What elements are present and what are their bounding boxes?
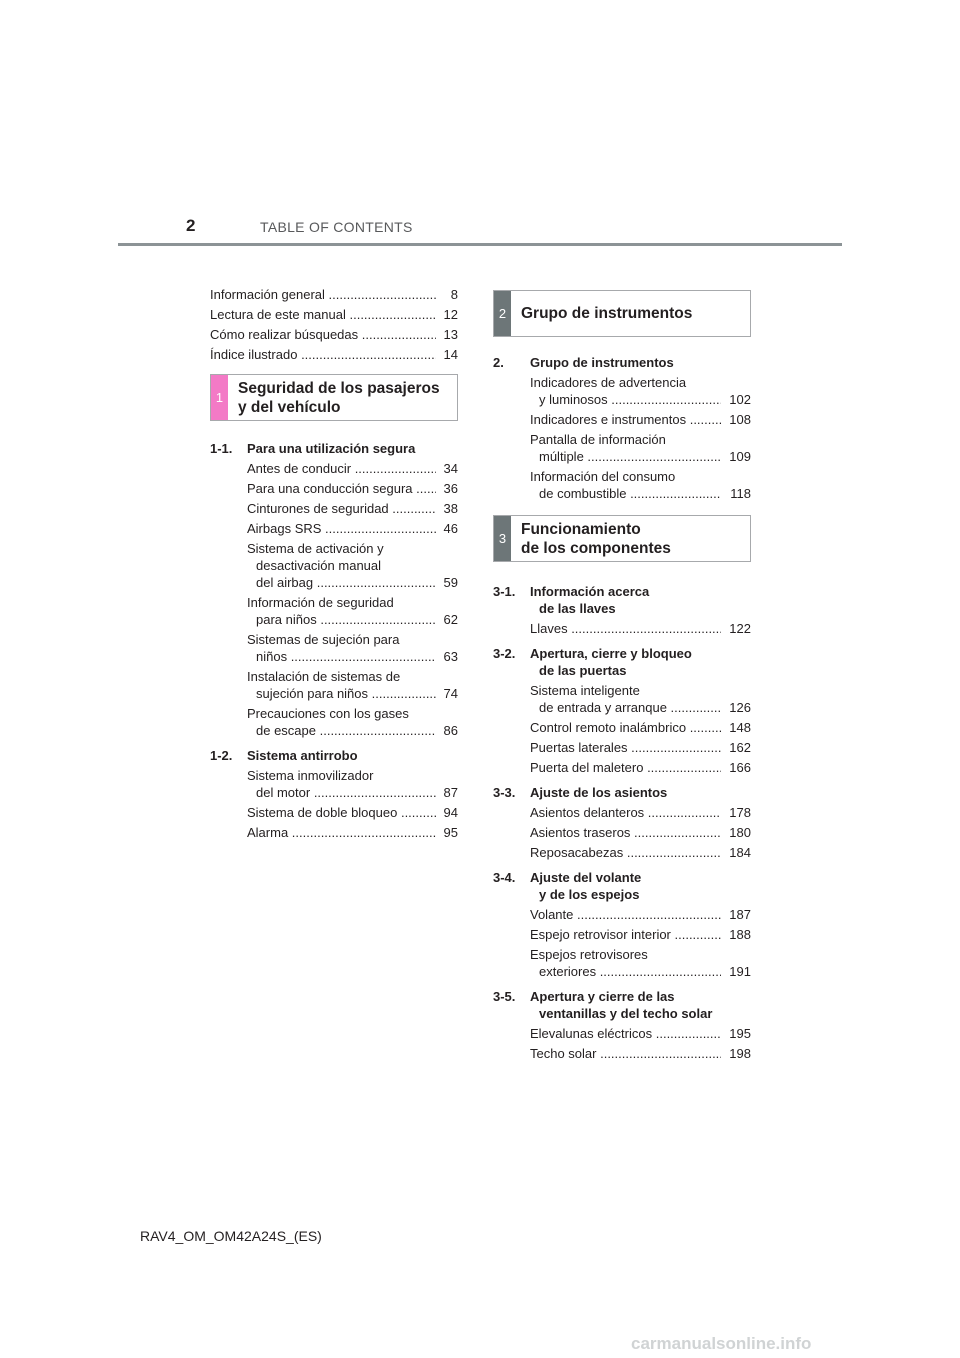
toc-entry[interactable]: Sistemas de sujeción para niños ..... 63 — [210, 631, 458, 665]
page-number: 2 — [186, 216, 196, 235]
section-heading: 1-2. Sistema antirrobo — [210, 748, 358, 763]
chapter-1-box[interactable] — [210, 374, 458, 421]
section-heading: 3-3. Ajuste de los asientos — [493, 785, 668, 800]
section-heading: 3-2. Apertura, cierre y bloqueo de las puertas — [493, 646, 692, 678]
section-heading: 1-1. Para una utilización segura — [210, 441, 416, 456]
chapter-title: Grupo de instrumentos — [521, 305, 693, 322]
toc-entry[interactable]: Información general ..... 8 — [210, 286, 458, 303]
section-heading: 2. Grupo de instrumentos — [493, 355, 674, 370]
toc-entry[interactable]: Cinturones de seguridad ..... 38 — [210, 500, 458, 517]
chapter-tab: 3 — [494, 516, 511, 561]
toc-entry[interactable]: Asientos delanteros ..... 178 — [493, 804, 751, 821]
toc-entry[interactable]: Sistema inteligente de entrada y arranque ..... 126 — [493, 682, 751, 716]
toc-entry[interactable]: Lectura de este manual ..... 12 — [210, 306, 458, 323]
toc-entry[interactable]: Pantalla de información múltiple ..... 109 — [493, 431, 751, 465]
header-rule — [118, 243, 842, 246]
toc-entry[interactable]: Para una conducción segura ..... 36 — [210, 480, 458, 497]
toc-entry[interactable]: Índice ilustrado ..... 14 — [210, 346, 458, 363]
toc-entry[interactable]: Cómo realizar búsquedas ..... 13 — [210, 326, 458, 343]
toc-entry[interactable]: Espejo retrovisor interior ..... 188 — [493, 926, 751, 943]
chapter-tab: 2 — [494, 291, 511, 336]
chapter-title: Seguridad de los pasajeros y del vehículo — [238, 379, 440, 416]
toc-entry[interactable]: Sistema de doble bloqueo ..... 94 — [210, 804, 458, 821]
chapter-2-box[interactable] — [493, 290, 751, 337]
section-heading: 3-1. Información acerca de las llaves — [493, 584, 650, 616]
toc-entry[interactable]: Antes de conducir ..... 34 — [210, 460, 458, 477]
chapter-title: Funcionamiento de los componentes — [521, 520, 671, 557]
toc-entry[interactable]: Sistema de activación y desactivación manual del airbag ..... 59 — [210, 540, 458, 591]
toc-entry[interactable]: Techo solar ..... 198 — [493, 1045, 751, 1062]
section-heading: 3-5. Apertura y cierre de las ventanillas y del techo solar — [493, 989, 713, 1021]
toc-entry[interactable]: Volante ..... 187 — [493, 906, 751, 923]
toc-entry[interactable]: Airbags SRS ..... 46 — [210, 520, 458, 537]
toc-entry[interactable]: Asientos traseros ..... 180 — [493, 824, 751, 841]
toc-entry[interactable]: Reposacabezas ..... 184 — [493, 844, 751, 861]
toc-entry[interactable]: Instalación de sistemas de sujeción para niños ..... 74 — [210, 668, 458, 702]
toc-entry[interactable]: Precauciones con los gases de escape ..... 86 — [210, 705, 458, 739]
toc-entry[interactable]: Información de seguridad para niños ..... 62 — [210, 594, 458, 628]
right-column — [493, 290, 751, 1065]
watermark: carmanualsonline.info — [631, 1334, 812, 1353]
toc-entry[interactable]: Indicadores e instrumentos ..... 108 — [493, 411, 751, 428]
chapter-3-box[interactable] — [493, 515, 751, 562]
toc-entry[interactable]: Información del consumo de combustible ..... 118 — [493, 468, 751, 502]
toc-entry[interactable]: Puerta del maletero ..... 166 — [493, 759, 751, 776]
toc-entry[interactable]: Control remoto inalámbrico ..... 148 — [493, 719, 751, 736]
left-column — [210, 286, 458, 844]
toc-entry[interactable]: Llaves ..... 122 — [493, 620, 751, 637]
toc-entry[interactable]: Puertas laterales ..... 162 — [493, 739, 751, 756]
toc-entry[interactable]: Espejos retrovisores exteriores ..... 191 — [493, 946, 751, 980]
chapter-tab: 1 — [211, 375, 228, 420]
section-heading: 3-4. Ajuste del volante y de los espejos — [493, 870, 642, 902]
toc-entry[interactable]: Sistema inmovilizador del motor ..... 87 — [210, 767, 458, 801]
toc-entry[interactable]: Elevalunas eléctricos ..... 195 — [493, 1025, 751, 1042]
toc-entry[interactable]: Alarma ..... 95 — [210, 824, 458, 841]
header-title: TABLE OF CONTENTS — [260, 219, 413, 235]
toc-entry[interactable]: Indicadores de advertencia y luminosos ..... 102 — [493, 374, 751, 408]
footer-code: RAV4_OM_OM42A24S_(ES) — [140, 1228, 322, 1244]
